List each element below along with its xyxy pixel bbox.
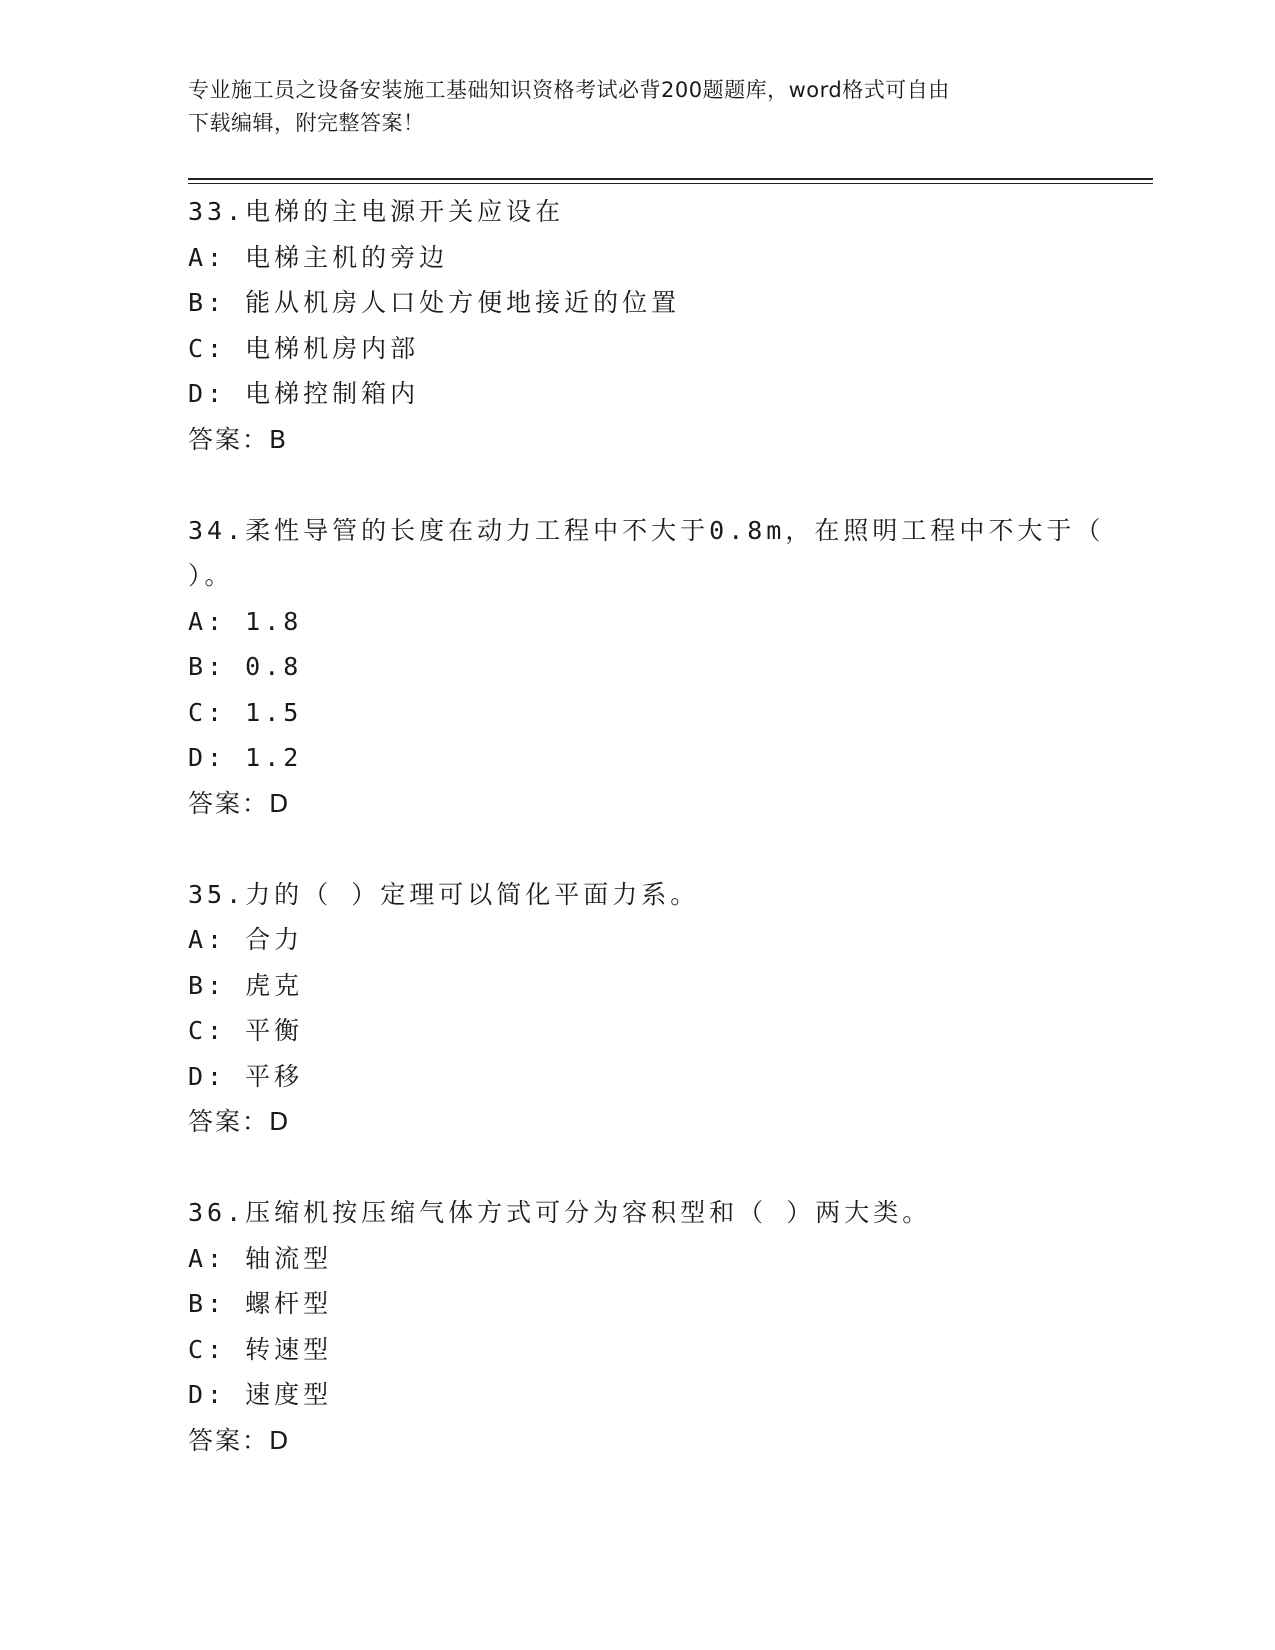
- option-c: C: 电梯机房内部: [188, 333, 420, 363]
- answer: 答案：D: [188, 788, 291, 818]
- question-35: [188, 872, 1088, 1145]
- header-divider-thick: [188, 178, 1153, 180]
- question-stem: 33.电梯的主电源开关应设在: [188, 197, 565, 226]
- option-c: C: 平衡: [188, 1016, 304, 1045]
- spacer: [188, 1145, 1088, 1191]
- spacer: [188, 826, 1088, 872]
- option-d: D: 1.2: [188, 743, 303, 772]
- answer: 答案：D: [188, 1425, 291, 1455]
- spacer: [188, 462, 1088, 508]
- option-c: C: 转速型: [188, 1334, 333, 1364]
- option-d: D: 电梯控制箱内: [188, 379, 420, 408]
- option-b: B: 能从机房人口处方便地接近的位置: [188, 288, 681, 317]
- question-34: [188, 508, 1105, 827]
- option-a: A: 电梯主机的旁边: [188, 242, 449, 272]
- header-line-2: 下载编辑，附完整答案！: [188, 111, 425, 135]
- document-header: [188, 74, 1068, 140]
- header-line-1: 专业施工员之设备安装施工基础知识资格考试必背200题题库，word格式可自由: [188, 78, 950, 102]
- answer: 答案：D: [188, 1107, 291, 1136]
- question-33: [188, 189, 1088, 462]
- question-stem-continued: ）。: [188, 561, 234, 590]
- option-a: A: 1.8: [188, 606, 303, 636]
- option-d: D: 速度型: [188, 1380, 333, 1409]
- option-b: B: 螺杆型: [188, 1289, 333, 1318]
- option-b: B: 0.8: [188, 652, 303, 681]
- header-divider-thin: [188, 183, 1153, 184]
- option-d: D: 平移: [188, 1061, 304, 1091]
- question-list: [188, 189, 1105, 1463]
- question-36: [188, 1190, 1088, 1463]
- option-a: A: 轴流型: [188, 1243, 333, 1273]
- answer: 答案：B: [188, 424, 289, 454]
- option-c: C: 1.5: [188, 697, 303, 727]
- question-stem: 34.柔性导管的长度在动力工程中不大于0.8m，在照明工程中不大于（: [188, 515, 1105, 545]
- question-stem: 35.力的（ ）定理可以简化平面力系。: [188, 879, 700, 909]
- option-a: A: 合力: [188, 925, 304, 954]
- option-b: B: 虎克: [188, 970, 304, 1000]
- question-stem: 36.压缩机按压缩气体方式可分为容积型和（ ）两大类。: [188, 1198, 932, 1227]
